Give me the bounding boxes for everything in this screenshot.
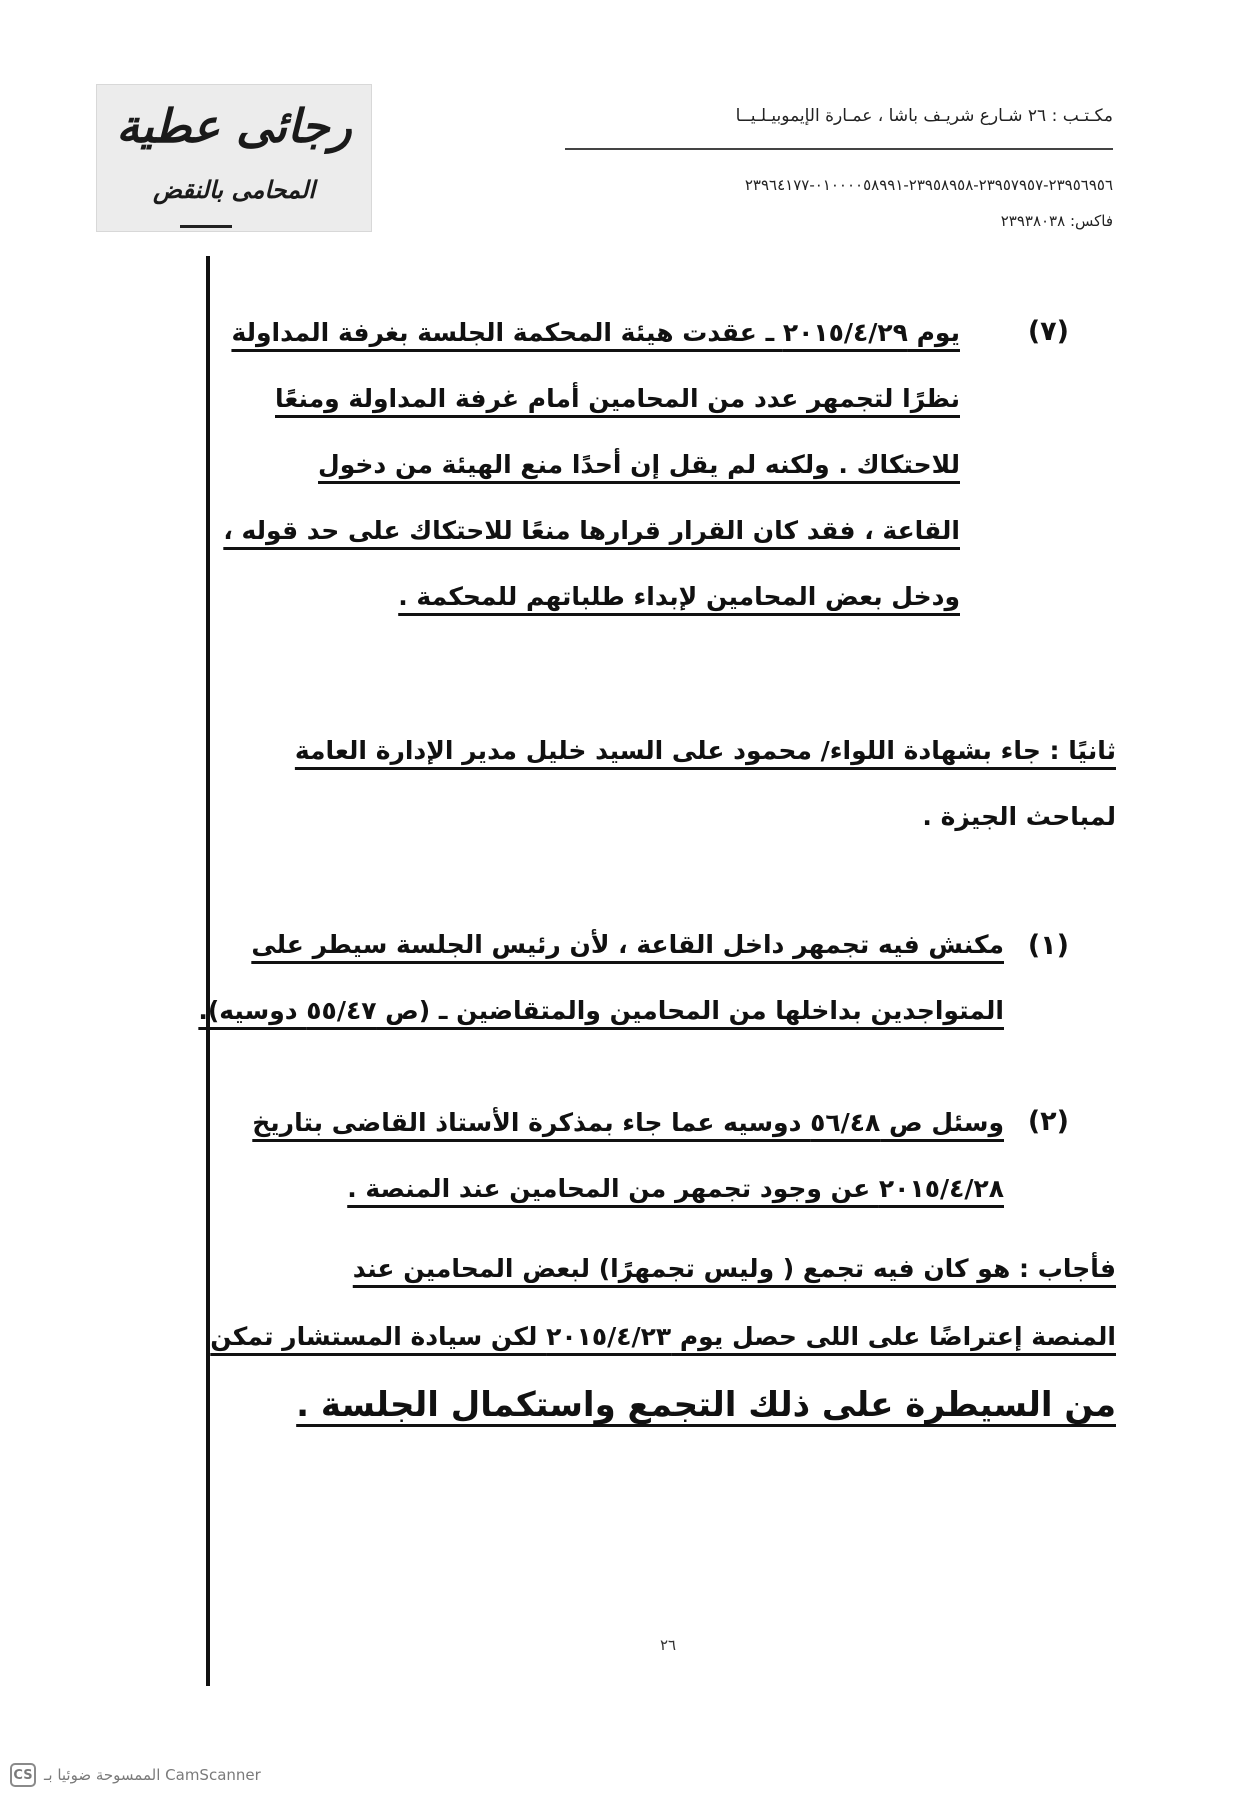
page-number: ٢٦	[660, 1636, 677, 1654]
text-line: لمباحث الجيزة .	[922, 802, 1116, 831]
paragraph-item-2	[246, 1090, 1004, 1222]
camscanner-watermark	[10, 1760, 261, 1790]
office-phones: ٢٣٩٥٦٩٥٦-٢٣٩٥٧٩٥٧-٢٣٩٥٨٩٥٨-٠١٠٠٠٠٥٨٩٩١-٢٣٩٦٤١٧٧	[744, 176, 1113, 194]
text-line: ثانيًا : جاء بشهادة اللواء/ محمود على السيد خليل مدير الإدارة العامة	[294, 736, 1116, 765]
item-number-7: (٧)	[1027, 316, 1069, 347]
camscanner-label: الممسوحة ضوئيا بـ CamScanner	[44, 1766, 261, 1784]
text-line: نظرًا لتجمهر عدد من المحامين أمام غرفة المداولة ومنعًا	[275, 384, 960, 413]
text-line: للاحتكاك . ولكنه لم يقل إن أحدًا منع الهيئة من دخول	[318, 450, 960, 479]
item-number-1: (١)	[1027, 930, 1069, 961]
text-line: وسئل ص ٥٦/٤٨ دوسيه عما جاء بمذكرة الأستاذ القاضى بتاريخ	[252, 1108, 1004, 1137]
office-address: مكـتـب : ٢٦ شـارع شريـف باشا ، عمـارة الإيموبيـلـيــا	[735, 106, 1113, 126]
text-line: فأجاب : هو كان فيه تجمع ( وليس تجمهرًا) لبعض المحامين عند	[352, 1254, 1116, 1283]
text-line: يوم ٢٠١٥/٤/٢٩ ـ عقدت هيئة المحكمة الجلسة بغرفة المداولة	[231, 318, 960, 347]
lawyer-logo	[96, 84, 372, 232]
text-line: القاعة ، فقد كان القرار قرارها منعًا للاحتكاك على حد قوله ،	[223, 516, 960, 545]
logo-name: رجائى عطية	[116, 99, 352, 153]
office-fax: فاكس: ٢٣٩٣٨٠٣٨	[1000, 212, 1113, 230]
logo-title: المحامى بالنقض	[153, 175, 315, 204]
text-line: المتواجدين بداخلها من المحامين والمتقاضين ـ (ص ٥٥/٤٧ دوسيه).	[198, 996, 1004, 1025]
margin-rule	[206, 256, 210, 1686]
paragraph-item-1	[198, 912, 1004, 1044]
paragraph-answer	[210, 1235, 1116, 1439]
header-divider	[565, 148, 1113, 150]
item-number-2: (٢)	[1027, 1106, 1069, 1137]
text-line: المنصة إعتراضًا على اللى حصل يوم ٢٠١٥/٤/٢٣ لكن سيادة المستشار تمكن	[210, 1322, 1116, 1351]
text-line: مكنش فيه تجمهر داخل القاعة ، لأن رئيس الجلسة سيطر على	[251, 930, 1004, 959]
camscanner-icon: CS	[10, 1763, 36, 1787]
text-line: ٢٠١٥/٤/٢٨ عن وجود تجمهر من المحامين عند المنصة .	[347, 1174, 1004, 1203]
paragraph-second-witness	[246, 718, 1116, 850]
paragraph-item-7	[223, 300, 960, 630]
logo-divider	[180, 225, 232, 228]
text-line: ودخل بعض المحامين لإبداء طلباتهم للمحكمة .	[398, 582, 960, 611]
text-line: من السيطرة على ذلك التجمع واستكمال الجلسة .	[296, 1385, 1116, 1425]
